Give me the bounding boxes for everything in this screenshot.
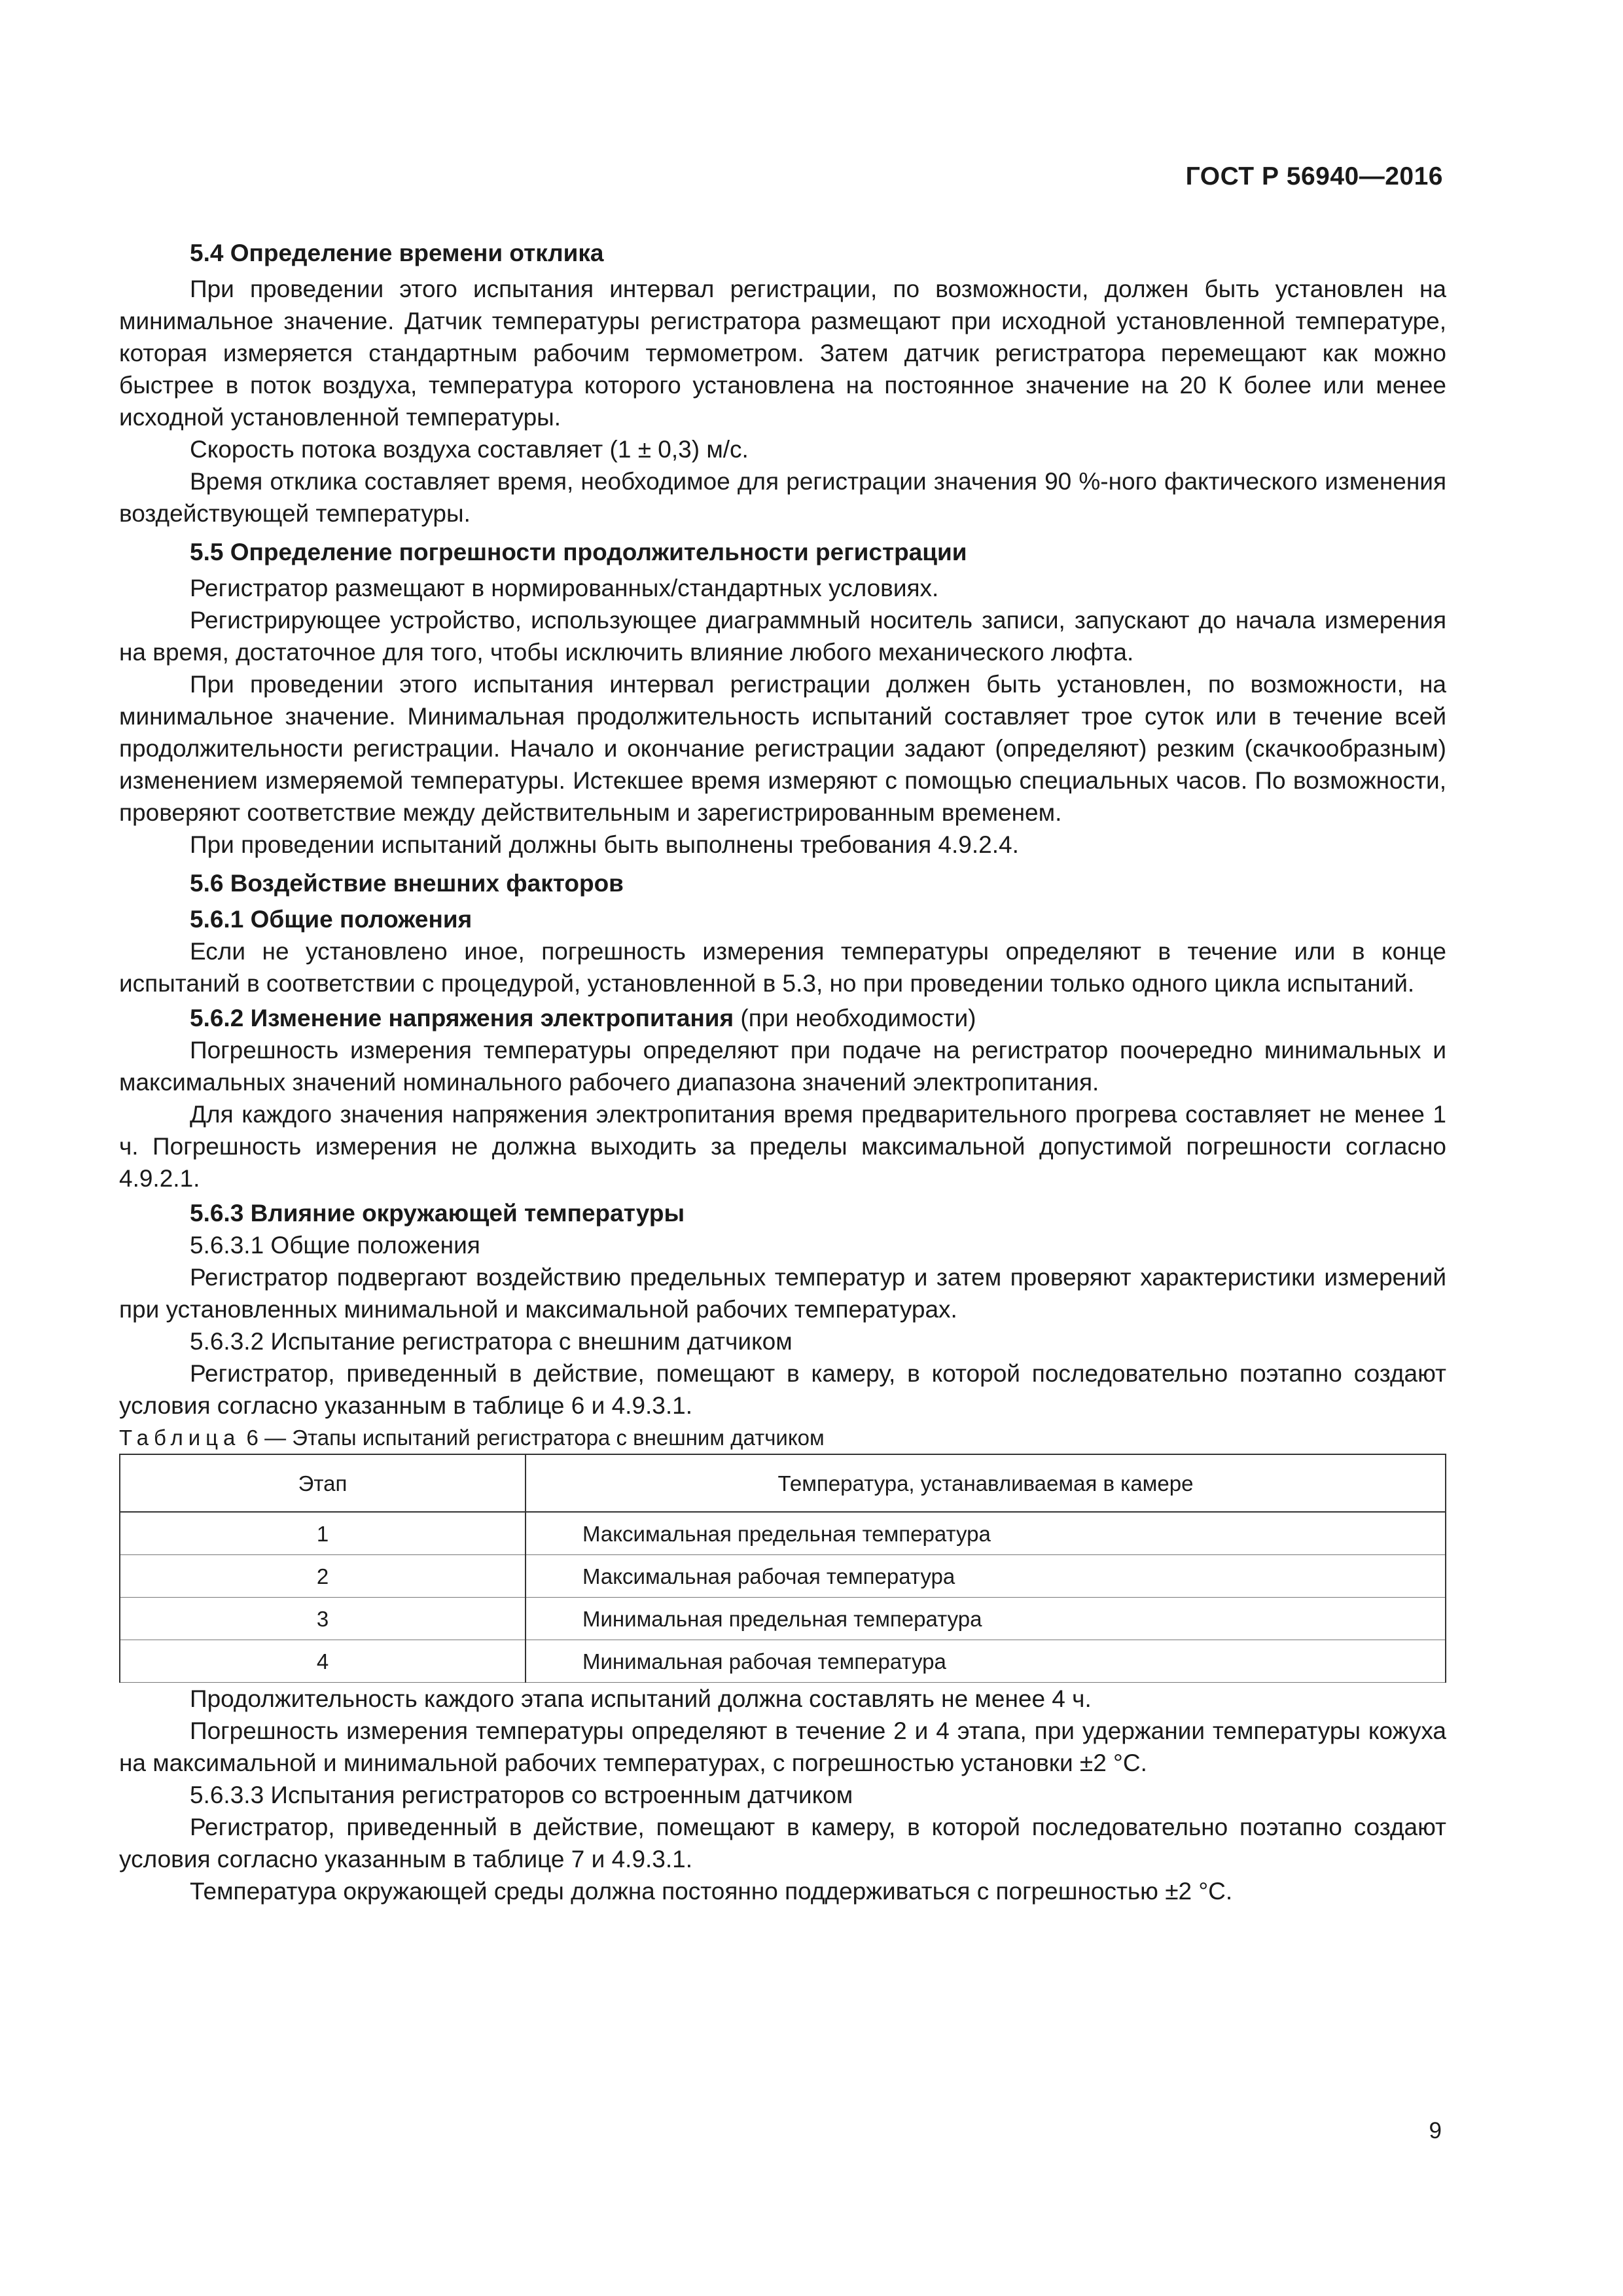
section-5-6-2-title: 5.6.2 Изменение напряжения электропитания [190,1005,734,1031]
section-5-6-3-2-title: 5.6.3.2 Испытание регистратора с внешним датчиком [190,1328,793,1355]
section-5-6-2-title-line [119,1002,1446,1034]
table-cell-temperature: Минимальная предельная температура [526,1598,1446,1640]
section-5-6-3-3-title: 5.6.3.3 Испытания регистраторов со встроенным датчиком [190,1782,853,1808]
table-cell-temperature: Минимальная рабочая температура [526,1640,1446,1683]
section-5-6-3-1-title: 5.6.3.1 Общие положения [190,1232,480,1259]
section-5-6-1-title: 5.6.1 Общие положения [190,906,473,933]
page-number: 9 [1429,2118,1442,2144]
table-caption-text: 6 — Этапы испытаний регистратора с внешним датчиком [240,1426,825,1450]
paragraph: Регистратор подвергают воздействию предельных температур и затем проверяют характеристики измерений при установленных минимальной и максимальной рабочих температурах. [119,1264,1446,1323]
table-cell-stage: 1 [120,1512,526,1555]
column-header-temperature: Температура, устанавливаемая в камере [526,1454,1446,1512]
section-5-6-2-note: (при необходимости) [734,1005,976,1031]
paragraph: Время отклика составляет время, необходимое для регистрации значения 90 %-ного фактического изменения воздействующей температуры. [119,468,1446,527]
paragraph: Скорость потока воздуха составляет (1 ± 0,3) м/с. [190,436,749,463]
paragraph: Температура окружающей среды должна постоянно поддерживаться с погрешностью ±2 °С. [190,1878,1233,1905]
paragraph: Погрешность измерения температуры определяют в течение 2 и 4 этапа, при удержании температуры кожуха на максимальной и минимальной рабочих температурах, с погрешностью установки ±2 °С. [119,1717,1446,1776]
paragraph: Продолжительность каждого этапа испытаний должна составлять не менее 4 ч. [190,1685,1092,1712]
paragraph: При проведении этого испытания интервал регистрации, по возможности, должен быть установлен на минимальное значение. Датчик температуры регистратора размещают при исходной установленной температуре, которая измеряется стандартным рабочим термометром. Затем датчик регистратора перемещают как можно быстрее в поток воздуха, температура которого установлена на постоянное значение на 20 К более или менее исходной установленной температуры. [119,276,1446,431]
table-row [120,1640,1446,1683]
table-cell-temperature: Максимальная рабочая температура [526,1555,1446,1598]
paragraph: При проведении этого испытания интервал регистрации должен быть установлен, по возможности, на минимальное значение. Минимальная продолжительность испытаний составляет трое суток или в течение всей продолжительности регистрации. Начало и окончание регистрации задают (определяют) резким (скачкообразным) изменением измеряемой температуры. Истекшее время измеряют с помощью специальных часов. По возможности, проверяют соответствие между действительным и зарегистрированным временем. [119,671,1446,826]
section-5-5-title: 5.5 Определение погрешности продолжительности регистрации [190,539,967,565]
paragraph: Регистрирующее устройство, использующее диаграммный носитель записи, запускают до начала измерения на время, достаточное для того, чтобы исключить влияние любого механического люфта. [119,607,1446,666]
section-5-4-title: 5.4 Определение времени отклика [190,240,604,266]
table-caption-label: Таблица [119,1426,241,1450]
document-code-header: ГОСТ Р 56940—2016 [1185,162,1443,190]
table-row [120,1555,1446,1598]
table-cell-stage: 4 [120,1640,526,1683]
table-6 [119,1454,1446,1683]
table-row [120,1598,1446,1640]
paragraph: Регистратор, приведенный в действие, помещают в камеру, в которой последовательно поэтапно создают условия согласно указанным в таблице 7 и 4.9.3.1. [119,1814,1446,1873]
paragraph: Если не установлено иное, погрешность измерения температуры определяют в течение или в конце испытаний в соответствии с процедурой, установленной в 5.3, но при проведении только одного цикла испытаний. [119,938,1446,997]
table-header-row [120,1454,1446,1512]
paragraph: Регистратор размещают в нормированных/стандартных условиях. [190,575,939,601]
table-cell-stage: 3 [120,1598,526,1640]
table-cell-stage: 2 [120,1555,526,1598]
section-5-6-3-title: 5.6.3 Влияние окружающей температуры [190,1200,685,1227]
column-header-stage: Этап [120,1454,526,1512]
table-cell-temperature: Максимальная предельная температура [526,1512,1446,1555]
paragraph: Погрешность измерения температуры определяют при подаче на регистратор поочередно минимальных и максимальных значений номинального рабочего диапазона значений электропитания. [119,1037,1446,1096]
paragraph: Регистратор, приведенный в действие, помещают в камеру, в которой последовательно поэтапно создают условия согласно указанным в таблице 6 и 4.9.3.1. [119,1360,1446,1419]
document-body [119,230,1446,1907]
paragraph: Для каждого значения напряжения электропитания время предварительного прогрева составляет не менее 1 ч. Погрешность измерения не должна выходить за пределы максимальной допустимой погрешности согласно 4.9.2.1. [119,1101,1446,1192]
section-5-6-title: 5.6 Воздействие внешних факторов [190,870,624,897]
paragraph: При проведении испытаний должны быть выполнены требования 4.9.2.4. [190,831,1019,858]
table-row [120,1512,1446,1555]
table-6-caption [119,1422,1446,1454]
